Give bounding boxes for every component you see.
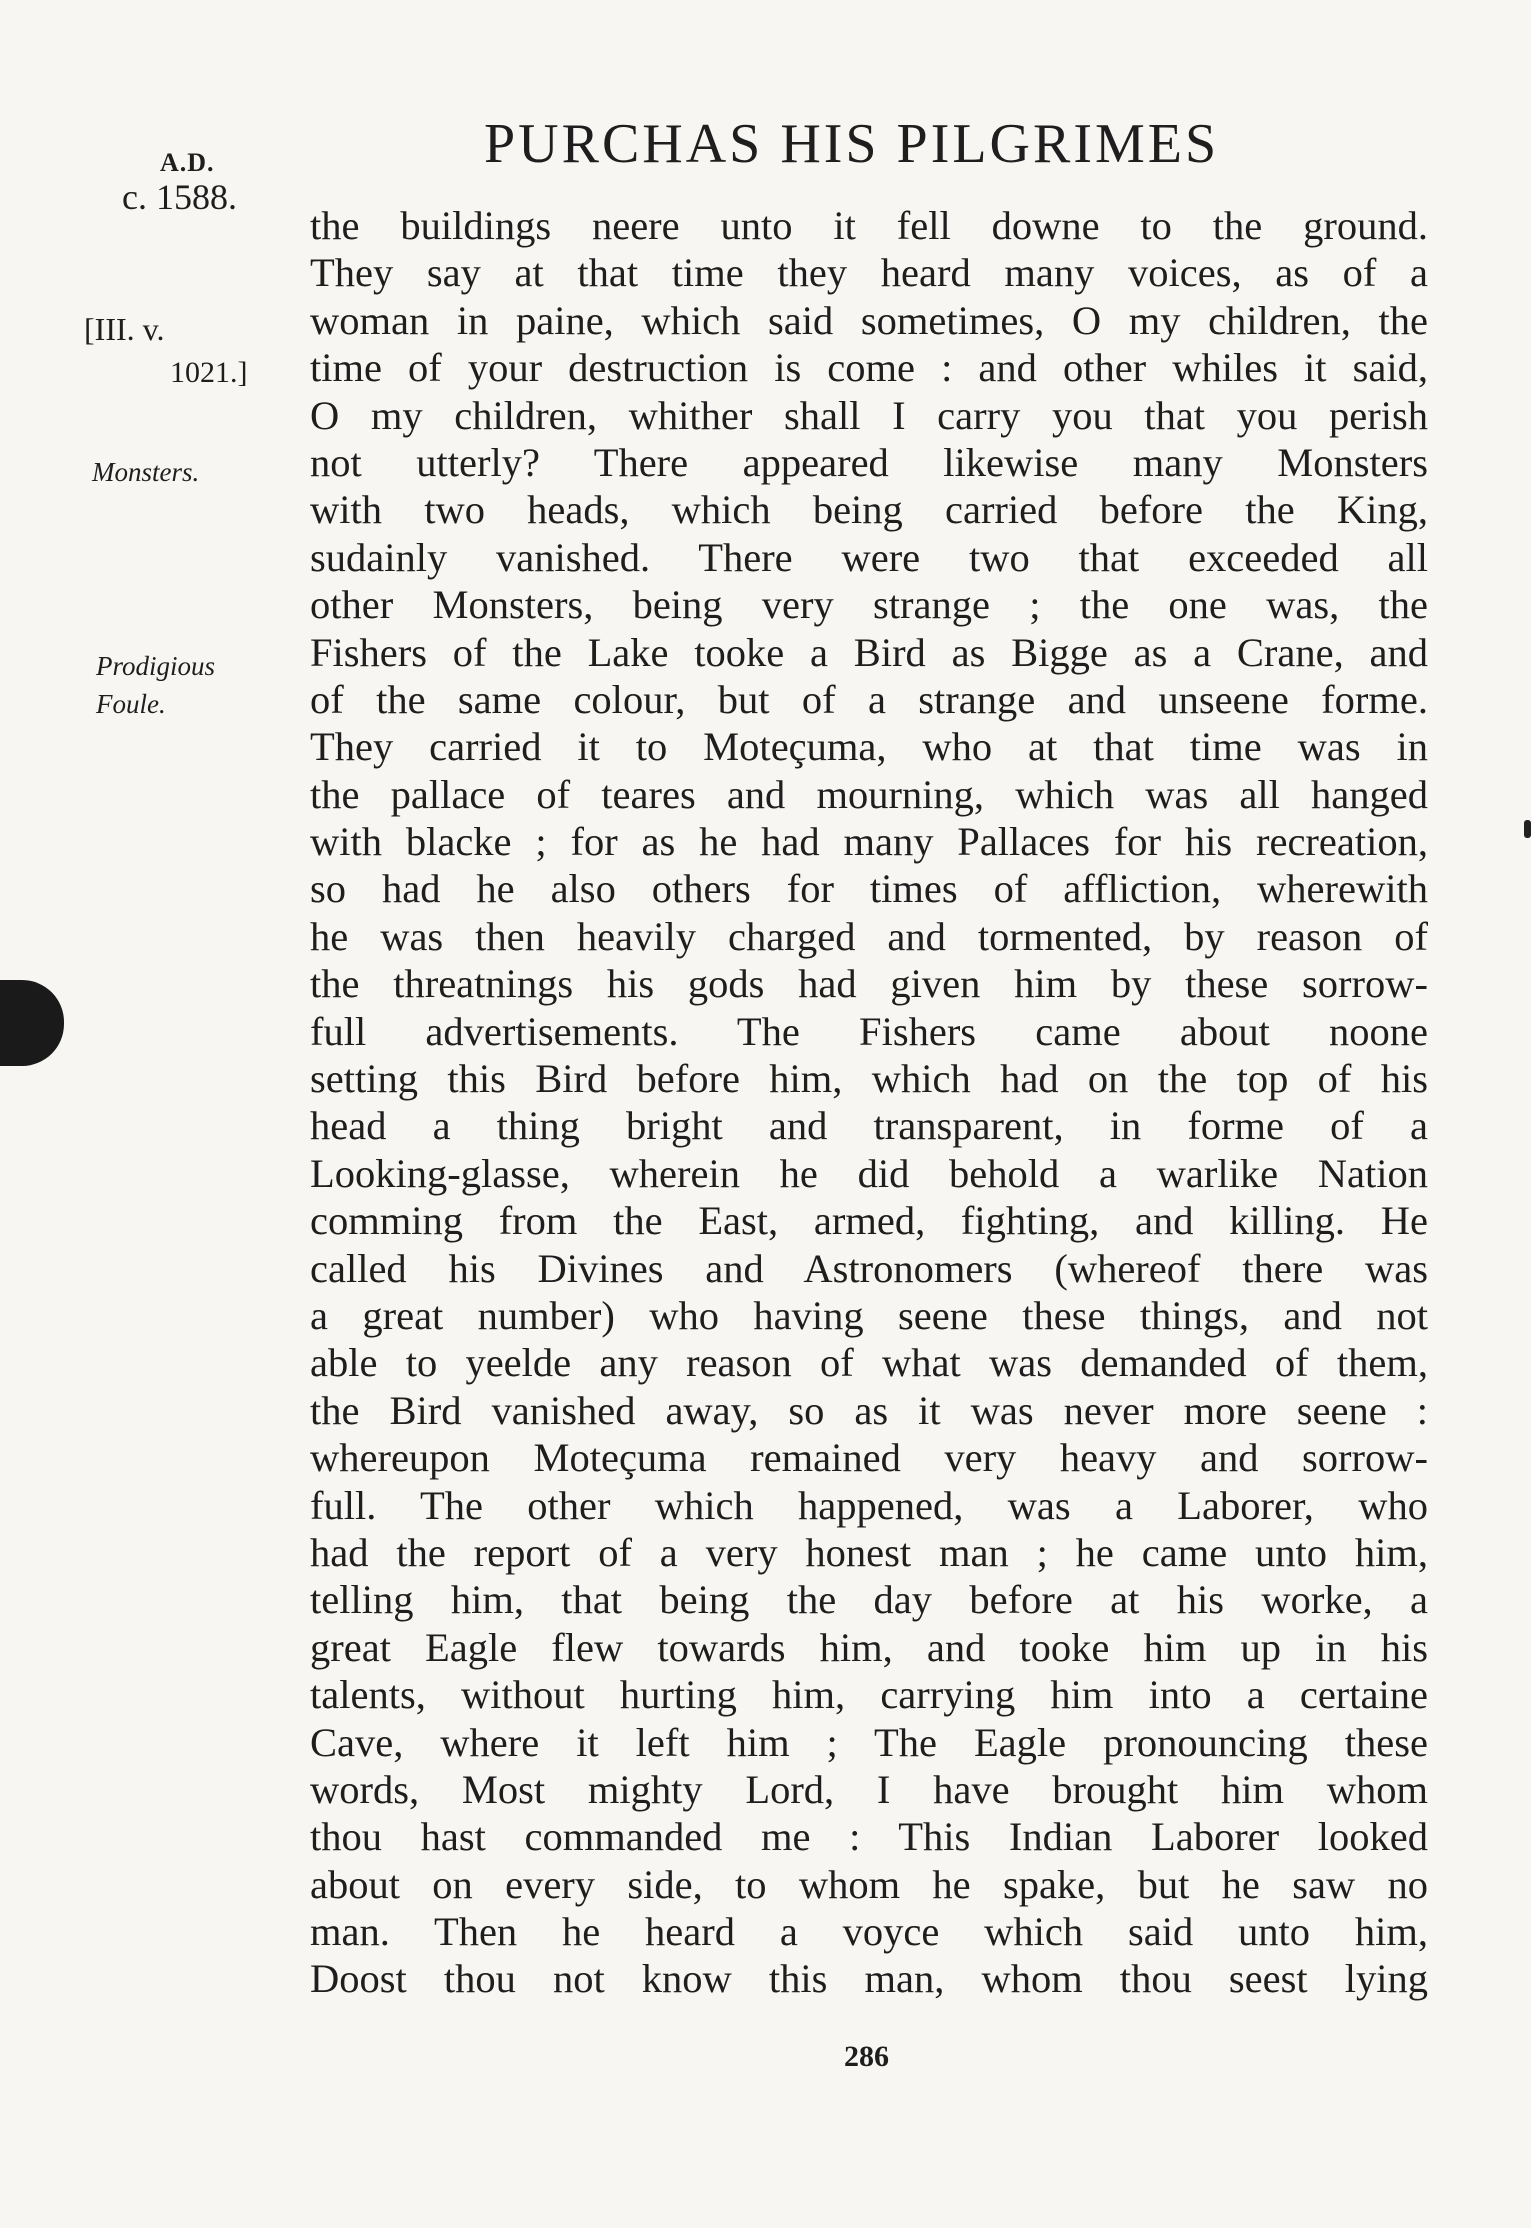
text-line: he was then heavily charged and tormented, by reason of [310, 913, 1428, 959]
header-era: A.D. [160, 148, 215, 177]
text-line: other Monsters, being very strange ; the one was, the [310, 582, 1428, 628]
text-line: the pallace of teares and mourning, which was all hanged [310, 771, 1428, 817]
text-line: talents, without hurting him, carrying him into a certaine [310, 1672, 1428, 1718]
text-line: called his Divines and Astronomers (whereof there was [310, 1245, 1428, 1291]
edge-mark [1524, 820, 1531, 838]
text-line: woman in paine, which said sometimes, O my children, the [310, 297, 1428, 343]
text-line: comming from the East, armed, fighting, and killing. He [310, 1198, 1428, 1244]
text-line: head a thing bright and transparent, in forme of a [310, 1103, 1428, 1149]
text-line: had the report of a very honest man ; he came unto him, [310, 1529, 1428, 1575]
text-line: whereupon Moteçuma remained very heavy and sorrow- [310, 1435, 1428, 1481]
text-line: great Eagle flew towards him, and tooke him up in his [310, 1624, 1428, 1670]
text-line: with two heads, which being carried before the King, [310, 487, 1428, 533]
text-line: full. The other which happened, was a Laborer, who [310, 1482, 1428, 1528]
text-line: telling him, that being the day before at his worke, a [310, 1577, 1428, 1623]
text-line: Fishers of the Lake tooke a Bird as Bigge as a Crane, and [310, 629, 1428, 675]
text-line: the threatnings his gods had given him by these sorrow- [310, 961, 1428, 1007]
margin-reference-page: 1021.] [170, 356, 248, 389]
text-line: with blacke ; for as he had many Pallaces for his recreation, [310, 819, 1428, 865]
body-text [310, 202, 1428, 2003]
text-line: about on every side, to whom he spake, but he saw no [310, 1861, 1428, 1907]
text-line: sudainly vanished. There were two that exceeded all [310, 534, 1428, 580]
header-year: c. 1588. [122, 177, 237, 217]
margin-note-prodigious-line2: Foule. [96, 689, 166, 719]
text-line: able to yeelde any reason of what was demanded of them, [310, 1340, 1428, 1386]
text-line: thou hast commanded me : This Indian Laborer looked [310, 1814, 1428, 1860]
margin-reference-volume: [III. v. [84, 311, 165, 347]
text-line: setting this Bird before him, which had on the top of his [310, 1056, 1428, 1102]
text-line: a great number) who having seene these things, and not [310, 1292, 1428, 1338]
text-line: They say at that time they heard many voices, as of a [310, 250, 1428, 296]
text-line: They carried it to Moteçuma, who at that time was in [310, 724, 1428, 770]
thumb-shadow [0, 980, 64, 1066]
text-line: time of your destruction is come : and other whiles it said, [310, 345, 1428, 391]
text-line: Looking-glasse, wherein he did behold a warlike Nation [310, 1150, 1428, 1196]
text-line: full advertisements. The Fishers came about noone [310, 1008, 1428, 1054]
text-line: man. Then he heard a voyce which said unto him, [310, 1909, 1428, 1955]
text-line: the buildings neere unto it fell downe to the ground. [310, 203, 1428, 248]
running-title: PURCHAS HIS PILGRIMES [484, 113, 1220, 175]
text-line: Cave, where it left him ; The Eagle pronouncing these [310, 1719, 1428, 1765]
margin-note-prodigious [96, 647, 215, 723]
text-line: words, Most mighty Lord, I have brought him whom [310, 1766, 1428, 1812]
text-line: O my children, whither shall I carry you that you perish [310, 392, 1428, 438]
text-line: so had he also others for times of affliction, wherewith [310, 866, 1428, 912]
margin-note-prodigious-line1: Prodigious [96, 651, 216, 681]
text-line: Doost thou not know this man, whom thou seest lying [310, 1956, 1428, 2002]
text-line: the Bird vanished away, so as it was never more seene : [310, 1387, 1428, 1433]
page-number: 286 [844, 2040, 889, 2073]
text-line: of the same colour, but of a strange and unseene forme. [310, 676, 1428, 722]
text-line: not utterly? There appeared likewise many Monsters [310, 439, 1428, 485]
margin-note-monsters: Monsters. [92, 457, 200, 487]
